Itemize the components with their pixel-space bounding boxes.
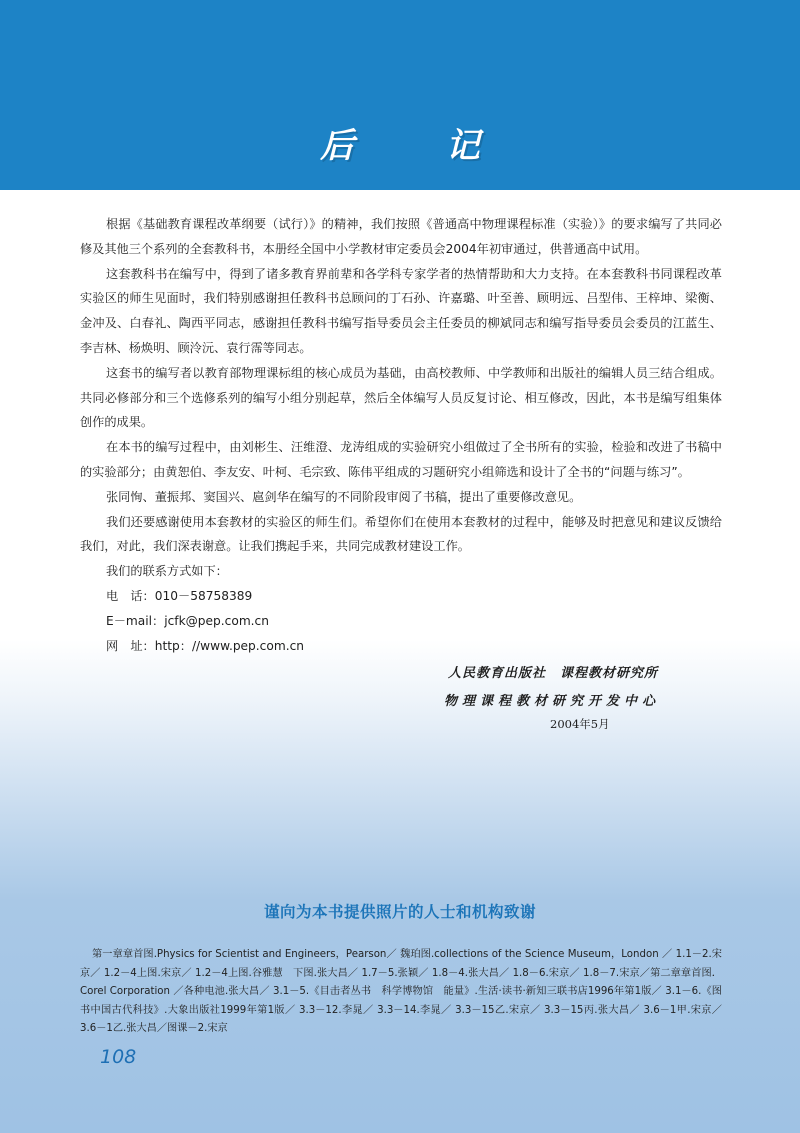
contact-website: 网 址：http：//www.pep.com.cn [106,638,304,653]
page-title: 后 记 [320,126,520,166]
paragraph-1: 根据《基础教育课程改革纲要（试行）》的精神，我们按照《普通高中物理课程标准（实验）》的要求编写了共同必修及其他三个系列的全套教科书，本册经全国中小学教材审定委员会2004年初审通过，供普通高中试用。 [80,217,722,256]
contact-block [80,559,722,658]
header-band [0,0,800,190]
thanks-title: 谨向为本书提供照片的人士和机构致谢 [263,902,536,921]
contact-email: E－mail：jcfk@pep.com.cn [106,613,269,628]
paragraph-4: 在本书的编写过程中，由刘彬生、汪维澄、龙涛组成的实验研究小组做过了全书所有的实验，检验和改进了书稿中的实验部分；由黄恕伯、李友安、叶柯、毛宗致、陈伟平组成的习题研究小组筛选和设计了全书的“问题与练习”。 [80,440,722,479]
paragraph-5: 张同恂、董振邦、窦国兴、扈剑华在编写的不同阶段审阅了书稿，提出了重要修改意见。 [106,489,582,504]
contact-intro: 我们的联系方式如下： [106,564,228,579]
paragraph-6: 我们还要感谢使用本套教材的实验区的师生们。希望你们在使用本套教材的过程中，能够及时把意见和建议反馈给我们，对此，我们深表谢意。让我们携起手来，共同完成教材建设工作。 [80,514,722,554]
afterword-body [80,212,722,658]
signature-date: 2004年5月 [550,717,610,731]
signature-publisher: 人民教育出版社 课程教材研究所 [448,666,659,681]
photo-credits: 第一章章首图.Physics for Scientist and Engineers，Pearson／ 魏珀图.collections of the Science Museum，London ／ 1.1－2.宋京／ 1.2－4上图.宋京／ 1.2－4上图.谷雅慧 下图.张大昌／ 1.7－5.张颖／ 1.8－4.张大昌／ 1.8－6.宋京／ 1.8－7.宋京／第二章章首图．Corel Corporation ／各种电池.张大昌／ 3.1－5.《目击者丛书 科学博物馆 能量》.生活·读书·新知三联书店1996年第1版／ 3.1－6.《图书中国古代科技》.大象出版社1999年第1版／ 3.3－12.李晁／ 3.3－14.李晁／ 3.3－15乙.宋京／ 3.3－15丙.张大昌／ 3.6－1甲.宋京／ 3.6－1乙.张大昌／图课－2.宋京 [80,949,722,1035]
paragraph-2: 这套教科书在编写中，得到了诸多教育界前辈和各学科专家学者的热情帮助和大力支持。在本套教科书同课程改革实验区的师生见面时，我们特别感谢担任教科书总顾问的丁石孙、许嘉璐、叶至善、顾明远、吕型伟、王梓坤、梁衡、金冲及、白春礼、陶西平同志，感谢担任教科书编写指导委员会主任委员的柳斌同志和编写指导委员会委员的江蓝生、李吉林、杨焕明、顾泠沅、袁行霈等同志。 [80,266,722,355]
contact-phone: 电 话：010－58758389 [106,588,253,603]
page-number: 108 [100,1046,137,1068]
signature-center: 物理课程教材研究开发中心 [444,694,661,709]
paragraph-3: 这套书的编写者以教育部物理课标组的核心成员为基础，由高校教师、中学教师和出版社的编辑人员三结合组成。共同必修部分和三个选修系列的编写小组分别起草，然后全体编写人员反复讨论、相互修改，因此，本书是编写组集体创作的成果。 [80,365,722,430]
